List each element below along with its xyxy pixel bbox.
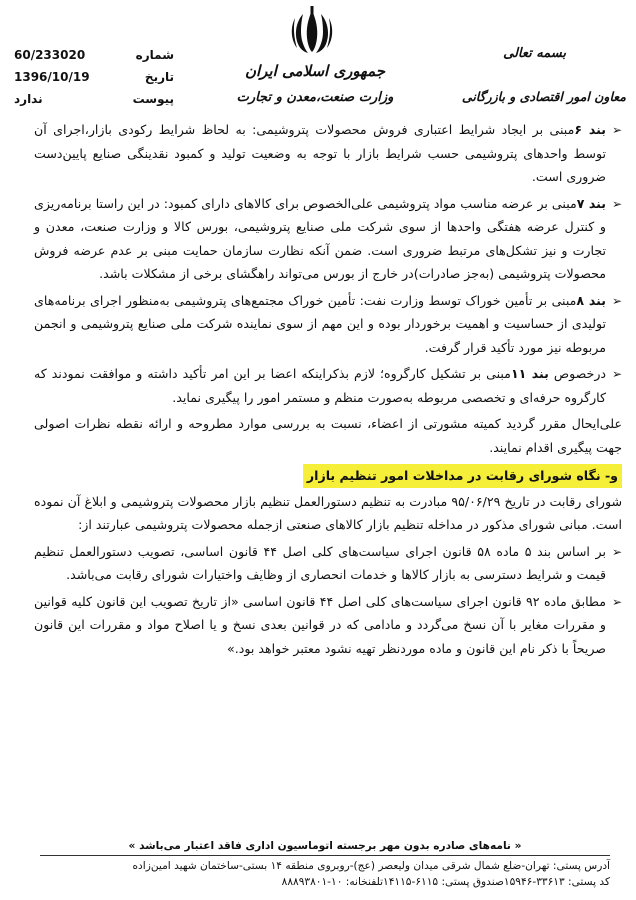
republic-name: جمهوری اسلامی ایران xyxy=(244,62,386,80)
number-value: 60/233020 xyxy=(14,48,86,62)
date-row xyxy=(14,66,174,88)
clause-text: مبنی بر ایجاد شرایط اعتباری فروش محصولات پتروشیمی: به لحاظ شرایط رکودی بازار،اجرای آن توسط واحدهای پتروشیمی حسب شرایط بازار با توجه به وضعیت تولید و کمبود نقدینگی صنایع پایین‌دست ضروری است. xyxy=(34,122,606,184)
section-heading-wrap xyxy=(34,462,622,490)
number-label: شماره xyxy=(135,48,174,62)
letter-meta xyxy=(14,44,174,110)
deputy-title: معاون امور اقتصادی و بازرگانی xyxy=(461,89,626,104)
council-paragraph: شورای رقابت در تاریخ ۹۵/۰۶/۲۹ مبادرت به تنظیم دستورالعمل تنظیم بازار محصولات پتروشیمی و ابلاغ آن نموده است. مبانی شورای مذکور در مداخله تنظیم بازار کالاهای صنعتی ازجمله محصولات پتروشیمی عبارتند از: xyxy=(34,493,622,532)
check-arrow-icon: ➢ xyxy=(611,367,622,381)
deputy-header xyxy=(456,46,626,104)
clause-text: مبنی بر تأمین خوراک توسط وزارت نفت: تأمین خوراک مجتمع‌های پتروشیمی به‌منظور اجرای برنامه‌های تولیدی از حساسیت و اهمیت برخوردار بوده و این مهم از سوی نماینده شرکت ملی صنایع پتروشیمی و انجمن مربوطه نیز مورد تأکید قرار گرفت. xyxy=(34,292,606,355)
ministry-title xyxy=(230,62,400,105)
clause-pre: درخصوص xyxy=(553,366,607,381)
date-label: تاریخ xyxy=(144,70,174,84)
conclusion-paragraph: علی‌ایحال مقرر گردید کمیته مشورتی از اعضاء، نسبت به بررسی موارد مطروحه و ارائه نقطه نظرات اصولی جهت پیگیری اقدام نمایند. xyxy=(34,416,622,455)
ministry-name: وزارت صنعت،معدن و تجارت xyxy=(236,90,394,105)
contact-info: کد پستی: ۳۳۶۱۳-۱۵۹۴۶صندوق پستی: ۶۱۱۵-۱۴۱۱۵تلفنخانه: ۱۰-۸۸۸۹۳۸۰۱ xyxy=(281,876,610,888)
attachment-row xyxy=(14,88,174,110)
clause-lead: بند ۱۱ xyxy=(510,366,549,381)
check-arrow-icon: ➢ xyxy=(611,293,622,308)
letter-body xyxy=(34,118,622,663)
basmala: بسمه تعالی xyxy=(503,46,566,61)
clause-item xyxy=(34,192,622,286)
check-arrow-icon: ➢ xyxy=(611,544,622,559)
clause-item xyxy=(34,289,622,360)
clause-text: مبنی بر عرضه مناسب مواد پتروشیمی علی‌الخصوص برای کالاهای دارای کمبود: در این راستا برنامه‌ریزی و کنترل عرضه هفتگی واحدها از سوی شرکت ملی صنایع پتروشیمی، بورس کالا و وزارت صنعت، معدن و تجارت و نیز تشکل‌های مرتبط ضروری است. ضمن آنکه نظارت سازمان حمایت مبنی بر عدم عرضه فروش محصولات پتروشیمی (به‌جز صادرات)در خارج از بورس می‌تواند راهگشای برخی از مشکلات باشد. xyxy=(34,195,606,281)
clause-item xyxy=(34,118,622,189)
date-value: 1396/10/19 xyxy=(14,70,90,84)
letter-footer xyxy=(40,838,610,890)
check-arrow-icon: ➢ xyxy=(611,594,622,609)
attachment-label: پیوست xyxy=(132,92,174,106)
attachment-value: ندارد xyxy=(14,92,43,106)
principle-text: بر اساس بند ۵ ماده ۵۸ قانون اجرای سیاست‌های کلی اصل ۴۴ قانون اساسی، تصویب دستورالعمل تنظیم قیمت و شرایط دسترسی به بازار کالاها و خدمات انحصاری از وظایف واختیارات شورای رقابت می‌باشد. xyxy=(34,543,606,582)
footer-divider xyxy=(40,855,610,856)
validity-note: « نامه‌های صادره بدون مهر برجسته اتوماسیون اداری فاقد اعتبار می‌باشد » xyxy=(128,840,522,852)
principle-text: مطابق ماده ۹۲ قانون اجرای سیاست‌های کلی اصل ۴۴ قانون اساسی «از تاریخ تصویب این قانون کلیه قوانین و مقررات مغایر با آن نسخ می‌گردد و مادامی که در قوانین بعدی نسخ و یا اصلاح مواد و مقررات این قانون صریحاً با ذکر نام این قانون و ماده موردنظر تهیه نشود معتبر خواهد بود.» xyxy=(34,593,607,656)
clause-text: مبنی بر تشکیل کارگروه؛ لازم بذکراینکه اعضا بر این امر تأکید داشته و موافقت نمودند که کارگروه حرفه‌ای و تخصصی مربوطه به‌صورت منظم و مستمر امور را پیگیری نماید. xyxy=(34,366,606,405)
number-row xyxy=(14,44,174,66)
clause-lead: بند ۶ xyxy=(574,122,606,137)
clause-lead: بند ۷ xyxy=(576,195,606,211)
clause-item xyxy=(34,362,622,409)
section-heading: و- نگاه شورای رقابت در مداخلات امور تنظیم بازار xyxy=(303,464,622,488)
principle-item xyxy=(34,540,622,587)
check-arrow-icon: ➢ xyxy=(611,123,622,137)
iran-emblem-icon xyxy=(288,6,336,58)
check-arrow-icon: ➢ xyxy=(611,196,622,211)
principle-item xyxy=(34,590,622,661)
clause-lead: بند ۸ xyxy=(576,292,607,308)
postal-address: آدرس پستی: تهران-ضلع شمال شرقی میدان ولیعصر (عج)-روبروی منطقه ۱۴ بستی-ساختمان شهید امین‌زاده xyxy=(132,860,610,872)
